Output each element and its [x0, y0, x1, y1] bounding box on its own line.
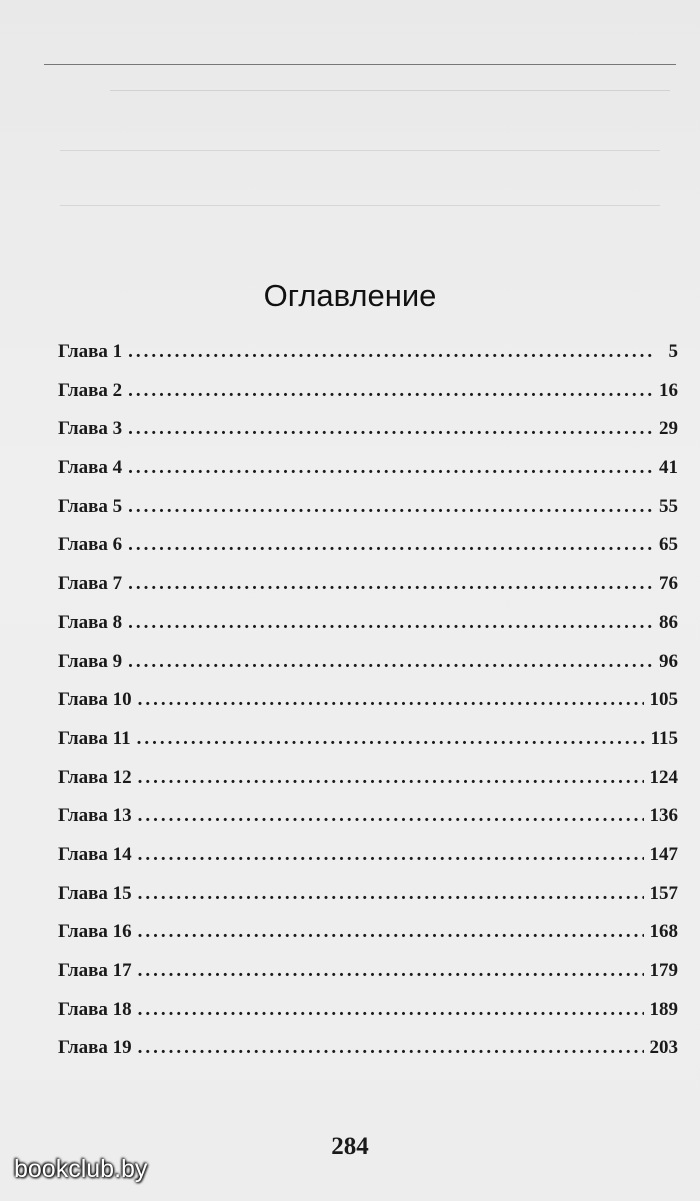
toc-entry: [58, 999, 678, 1038]
dot-leader: [128, 651, 652, 673]
toc-entry: [58, 573, 678, 612]
dot-leader: [128, 573, 652, 595]
toc-entry-label: Глава 14: [58, 843, 132, 865]
toc-entry-page: 203: [649, 1037, 678, 1059]
toc-entry: [58, 457, 678, 496]
toc-entry-label: Глава 8: [58, 611, 123, 633]
toc-entry-label: Глава 4: [58, 457, 123, 479]
page-number: 284: [331, 1133, 369, 1160]
toc-entry-label: Глава 16: [58, 921, 132, 943]
watermark: bookclub.by: [14, 1155, 148, 1183]
dot-leader: [128, 341, 652, 363]
toc-entry-label: Глава 13: [58, 805, 132, 827]
toc-entry-page: 41: [659, 457, 678, 479]
toc-entry-page: 96: [659, 650, 678, 672]
toc-entry: [58, 534, 678, 573]
toc-entry: [58, 921, 678, 960]
toc-entry: [58, 612, 678, 651]
toc-entry-page: 76: [659, 573, 678, 595]
toc-entry-label: Глава 1: [58, 341, 123, 362]
toc-entry-page: 115: [650, 727, 678, 749]
toc-entry-page: 5: [668, 341, 678, 362]
toc-entry-label: Глава 17: [58, 960, 132, 981]
toc-entry-label: Глава 11: [58, 727, 131, 749]
dot-leader: [138, 883, 644, 905]
toc-entry-label: Глава 2: [58, 379, 123, 401]
toc-entry-page: 105: [649, 689, 678, 711]
bleed-through-line: [60, 150, 660, 151]
toc-entry-label: Глава 6: [58, 534, 123, 556]
toc-entry: [58, 689, 678, 728]
dot-leader: [128, 496, 652, 518]
toc-entry: [58, 883, 678, 922]
toc-entry-page: 157: [649, 882, 678, 904]
dot-leader: [128, 380, 652, 402]
table-of-contents: [58, 341, 678, 1076]
toc-entry: [58, 805, 678, 844]
dot-leader: [138, 999, 644, 1021]
toc-entry-page: 55: [659, 495, 678, 517]
toc-entry-page: 147: [649, 843, 678, 865]
toc-entry: [58, 767, 678, 806]
toc-entry: [58, 728, 678, 767]
bleed-through-line: [110, 90, 670, 91]
toc-entry-label: Глава 15: [58, 882, 132, 904]
dot-leader: [138, 805, 644, 827]
toc-entry: [58, 496, 678, 535]
bleed-through-line: [60, 205, 660, 206]
toc-entry-page: 136: [649, 805, 678, 827]
dot-leader: [138, 921, 644, 943]
toc-entry-page: 29: [659, 418, 678, 440]
toc-entry-page: 179: [649, 960, 678, 981]
toc-entry-page: 16: [659, 379, 678, 401]
toc-entry-page: 124: [649, 766, 678, 788]
toc-title: Оглавление: [263, 278, 437, 313]
dot-leader: [128, 457, 652, 479]
toc-entry-label: Глава 3: [58, 418, 123, 440]
dot-leader: [138, 689, 644, 711]
toc-entry-label: Глава 10: [58, 689, 132, 711]
toc-entry: [58, 960, 678, 999]
toc-entry-page: 168: [649, 921, 678, 943]
dot-leader: [137, 728, 645, 750]
toc-entry-label: Глава 18: [58, 998, 132, 1020]
toc-entry-label: Глава 5: [58, 495, 123, 517]
toc-entry-label: Глава 7: [58, 573, 123, 595]
toc-entry-label: Глава 19: [58, 1037, 132, 1059]
toc-entry-label: Глава 9: [58, 650, 123, 672]
dot-leader: [138, 767, 644, 789]
dot-leader: [138, 844, 644, 866]
toc-entry-label: Глава 12: [58, 766, 132, 788]
toc-entry: [58, 1037, 678, 1076]
header-rule: [44, 64, 676, 65]
toc-entry: [58, 418, 678, 457]
toc-entry: [58, 651, 678, 690]
dot-leader: [138, 1037, 644, 1059]
toc-entry-page: 65: [659, 534, 678, 556]
dot-leader: [138, 960, 644, 982]
toc-entry: [58, 380, 678, 419]
dot-leader: [128, 418, 652, 440]
dot-leader: [128, 534, 652, 556]
dot-leader: [128, 612, 652, 634]
toc-entry-page: 86: [659, 611, 678, 633]
toc-entry: [58, 844, 678, 883]
toc-entry: [58, 341, 678, 380]
toc-entry-page: 189: [649, 998, 678, 1020]
